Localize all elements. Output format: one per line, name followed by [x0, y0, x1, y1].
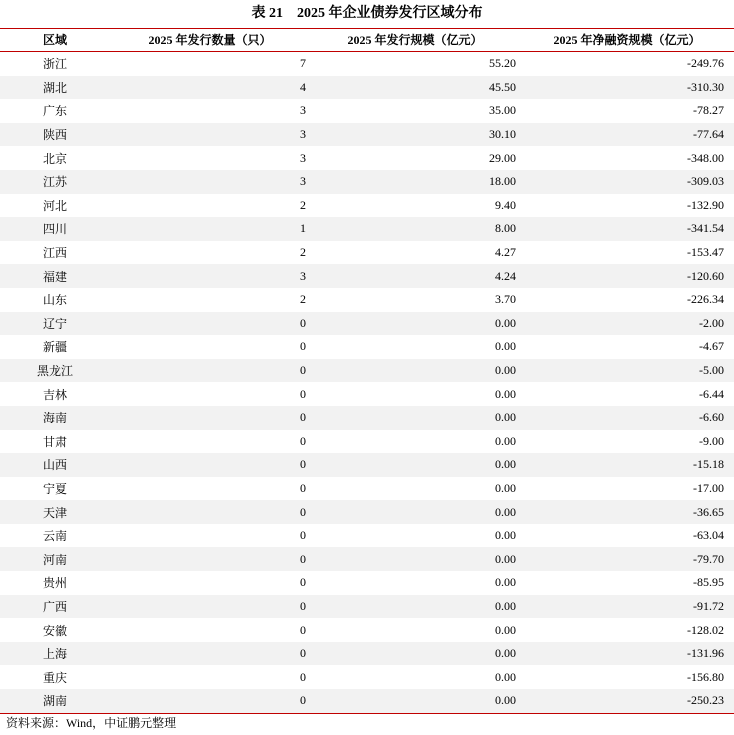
cell-issue-amount: 0.00: [495, 339, 516, 354]
cell-net-financing: -78.27: [693, 103, 724, 118]
table-row: [0, 642, 734, 666]
table-row: [0, 359, 734, 383]
table-row: [0, 665, 734, 689]
cell-region: 江苏: [42, 175, 67, 190]
table-row: [0, 76, 734, 100]
header-issue-amount: 2025 年发行规模（亿元）: [347, 33, 483, 47]
cell-issue-amount: 0.00: [495, 693, 516, 708]
cell-net-financing: -85.95: [693, 575, 724, 590]
cell-net-financing: -63.04: [693, 528, 724, 543]
cell-net-financing: -309.03: [687, 174, 724, 189]
cell-issue-count: 7: [300, 56, 306, 71]
cell-region: 江西: [42, 246, 67, 261]
cell-issue-count: 0: [300, 646, 306, 661]
cell-issue-amount: 0.00: [495, 480, 516, 495]
cell-issue-amount: 9.40: [495, 197, 516, 212]
cell-net-financing: -250.23: [687, 693, 724, 708]
cell-issue-amount: 0.00: [495, 315, 516, 330]
cell-net-financing: -77.64: [693, 127, 724, 142]
cell-issue-count: 2: [300, 245, 306, 260]
cell-issue-amount: 0.00: [495, 504, 516, 519]
cell-issue-count: 0: [300, 433, 306, 448]
table-row: [0, 52, 734, 76]
cell-region: 甘肃: [42, 434, 67, 449]
source-note: 资料来源：Wind，中证鹏元整理: [6, 716, 177, 730]
cell-issue-count: 2: [300, 292, 306, 307]
cell-issue-amount: 4.27: [495, 245, 516, 260]
table-row: [0, 123, 734, 147]
cell-issue-amount: 0.00: [495, 646, 516, 661]
table-row: [0, 288, 734, 312]
cell-region: 上海: [42, 647, 67, 662]
cell-issue-amount: 0.00: [495, 386, 516, 401]
cell-issue-amount: 4.24: [495, 268, 516, 283]
cell-net-financing: -36.65: [693, 504, 724, 519]
cell-issue-count: 3: [300, 150, 306, 165]
cell-net-financing: -341.54: [687, 221, 724, 236]
cell-net-financing: -120.60: [687, 268, 724, 283]
cell-issue-count: 0: [300, 363, 306, 378]
cell-net-financing: -5.00: [699, 363, 724, 378]
cell-issue-amount: 29.00: [489, 150, 516, 165]
cell-issue-amount: 0.00: [495, 669, 516, 684]
table-body: [0, 52, 734, 713]
cell-net-financing: -156.80: [687, 669, 724, 684]
cell-issue-amount: 0.00: [495, 433, 516, 448]
cell-net-financing: -9.00: [699, 433, 724, 448]
header-region: 区域: [42, 33, 67, 47]
cell-issue-amount: 3.70: [495, 292, 516, 307]
cell-issue-amount: 18.00: [489, 174, 516, 189]
cell-issue-count: 0: [300, 315, 306, 330]
cell-net-financing: -17.00: [693, 480, 724, 495]
cell-region: 河南: [42, 552, 67, 567]
header-net-financing: 2025 年净融资规模（亿元）: [553, 33, 701, 47]
cell-net-financing: -91.72: [693, 598, 724, 613]
cell-issue-count: 1: [300, 221, 306, 236]
cell-region: 黑龙江: [36, 364, 73, 379]
cell-region: 广西: [42, 599, 67, 614]
cell-issue-count: 0: [300, 457, 306, 472]
cell-net-financing: -348.00: [687, 150, 724, 165]
cell-net-financing: -6.60: [699, 410, 724, 425]
table-row: [0, 477, 734, 501]
cell-net-financing: -4.67: [699, 339, 724, 354]
cell-issue-count: 2: [300, 197, 306, 212]
cell-issue-count: 0: [300, 551, 306, 566]
cell-net-financing: -128.02: [687, 622, 724, 637]
table-row: [0, 335, 734, 359]
cell-issue-count: 3: [300, 268, 306, 283]
cell-region: 广东: [42, 104, 67, 119]
cell-issue-count: 0: [300, 528, 306, 543]
cell-net-financing: -153.47: [687, 245, 724, 260]
table-row: [0, 524, 734, 548]
cell-net-financing: -226.34: [687, 292, 724, 307]
cell-region: 陕西: [42, 128, 67, 143]
cell-issue-amount: 0.00: [495, 551, 516, 566]
cell-region: 湖北: [42, 80, 67, 95]
table-row: [0, 264, 734, 288]
cell-issue-amount: 30.10: [489, 127, 516, 142]
cell-issue-amount: 0.00: [495, 457, 516, 472]
cell-region: 北京: [42, 151, 67, 166]
cell-issue-count: 0: [300, 622, 306, 637]
cell-region: 山西: [42, 458, 67, 473]
cell-issue-amount: 0.00: [495, 598, 516, 613]
cell-issue-amount: 0.00: [495, 363, 516, 378]
table-row: [0, 382, 734, 406]
cell-issue-amount: 0.00: [495, 528, 516, 543]
table-row: [0, 618, 734, 642]
cell-issue-count: 0: [300, 598, 306, 613]
cell-region: 四川: [42, 222, 67, 237]
cell-region: 湖南: [42, 694, 67, 709]
cell-net-financing: -249.76: [687, 56, 724, 71]
table-row: [0, 99, 734, 123]
cell-net-financing: -15.18: [693, 457, 724, 472]
table-row: [0, 312, 734, 336]
cell-net-financing: -6.44: [699, 386, 724, 401]
cell-issue-count: 0: [300, 504, 306, 519]
table-row: [0, 217, 734, 241]
table-row: [0, 453, 734, 477]
cell-region: 云南: [42, 529, 67, 544]
cell-issue-count: 4: [300, 79, 306, 94]
table-header: [0, 29, 734, 50]
cell-issue-count: 0: [300, 669, 306, 684]
cell-region: 山东: [42, 293, 67, 308]
cell-region: 贵州: [42, 576, 67, 591]
table-row: [0, 571, 734, 595]
cell-region: 河北: [42, 198, 67, 213]
cell-issue-count: 0: [300, 693, 306, 708]
table-row: [0, 500, 734, 524]
table-row: [0, 689, 734, 713]
cell-region: 浙江: [42, 57, 67, 72]
cell-issue-amount: 35.00: [489, 103, 516, 118]
table-row: [0, 430, 734, 454]
table-row: [0, 406, 734, 430]
cell-region: 天津: [42, 505, 67, 520]
cell-net-financing: -131.96: [687, 646, 724, 661]
table-title: 表 21 2025 年企业债券发行区域分布: [251, 6, 483, 21]
cell-net-financing: -2.00: [699, 315, 724, 330]
cell-region: 宁夏: [42, 481, 67, 496]
cell-region: 吉林: [42, 387, 67, 402]
cell-region: 安徽: [42, 623, 67, 638]
cell-issue-count: 0: [300, 339, 306, 354]
cell-issue-count: 0: [300, 575, 306, 590]
cell-issue-amount: 0.00: [495, 575, 516, 590]
table-row: [0, 595, 734, 619]
cell-region: 海南: [42, 411, 67, 426]
cell-net-financing: -310.30: [687, 79, 724, 94]
cell-issue-count: 3: [300, 174, 306, 189]
table-row: [0, 547, 734, 571]
table-row: [0, 194, 734, 218]
cell-region: 新疆: [42, 340, 67, 355]
cell-issue-count: 3: [300, 103, 306, 118]
table-row: [0, 241, 734, 265]
cell-issue-amount: 0.00: [495, 622, 516, 637]
cell-net-financing: -132.90: [687, 197, 724, 212]
cell-region: 辽宁: [42, 316, 67, 331]
cell-region: 重庆: [42, 670, 67, 685]
cell-issue-amount: 0.00: [495, 410, 516, 425]
header-issue-count: 2025 年发行数量（只）: [148, 33, 272, 47]
cell-issue-count: 0: [300, 386, 306, 401]
cell-issue-count: 0: [300, 480, 306, 495]
table-row: [0, 170, 734, 194]
cell-issue-count: 3: [300, 127, 306, 142]
cell-issue-amount: 8.00: [495, 221, 516, 236]
table-row: [0, 146, 734, 170]
cell-region: 福建: [42, 269, 67, 284]
cell-issue-count: 0: [300, 410, 306, 425]
cell-issue-amount: 45.50: [489, 79, 516, 94]
cell-issue-amount: 55.20: [489, 56, 516, 71]
cell-net-financing: -79.70: [693, 551, 724, 566]
bottom-rule: [0, 713, 734, 714]
